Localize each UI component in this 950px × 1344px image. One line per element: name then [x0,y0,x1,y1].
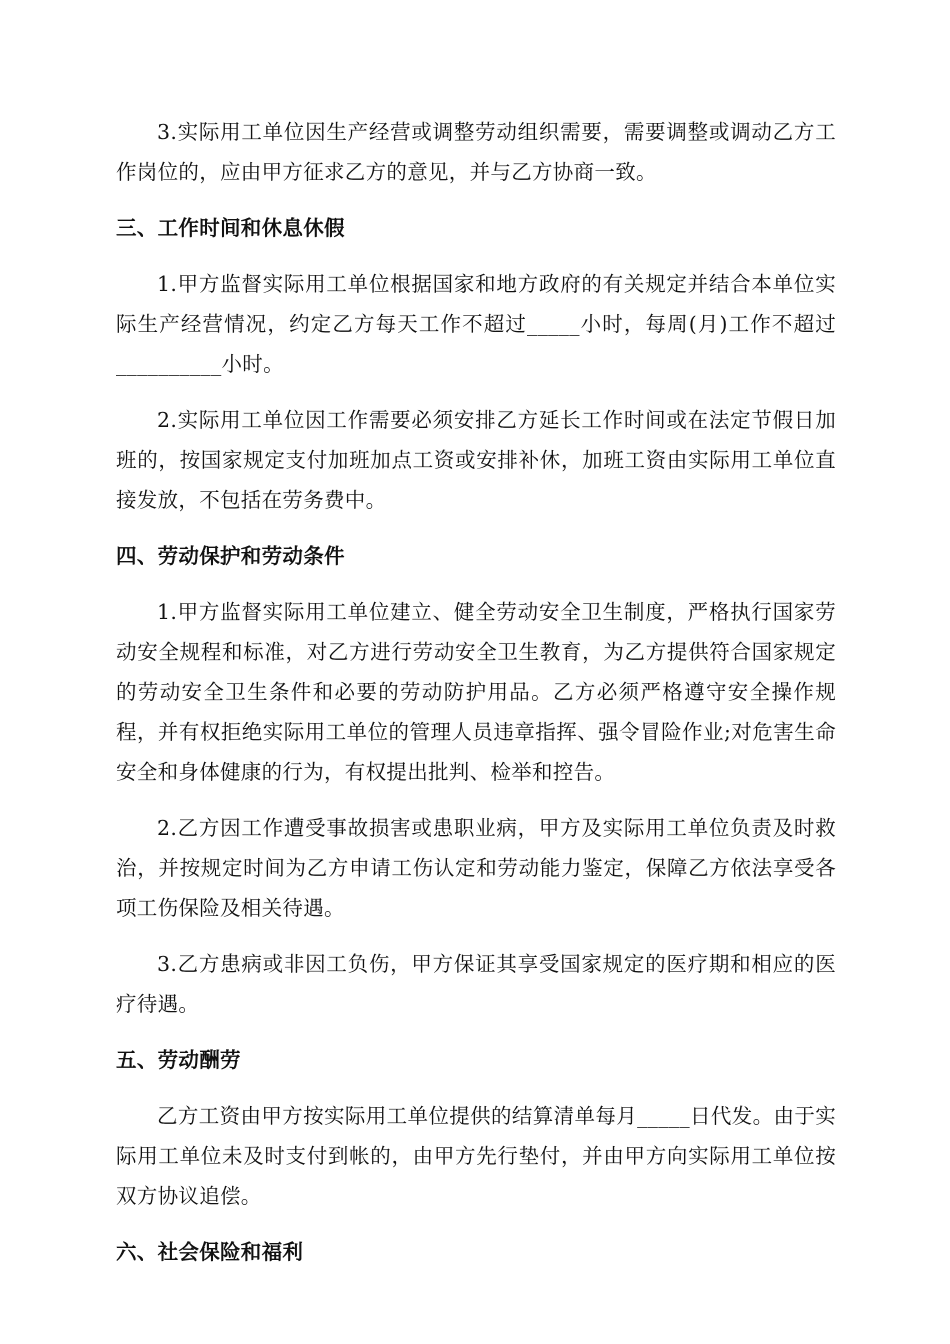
paragraph-working-hours-limit: 1.甲方监督实际用工单位根据国家和地方政府的有关规定并结合本单位实际生产经营情况，约定乙方每天工作不超过_____小时，每周(月)工作不超过__________小时。 [116,272,836,376]
section-heading-social-insurance: 六、社会保险和福利 [116,1240,304,1264]
paragraph-safety-rules: 1.甲方监督实际用工单位建立、健全劳动安全卫生制度，严格执行国家劳动安全规程和标准，对乙方进行劳动安全卫生教育，为乙方提供符合国家规定的劳动安全卫生条件和必要的劳动防护用品。乙方必须严格遵守安全操作规程，并有权拒绝实际用工单位的管理人员违章指挥、强令冒险作业;对危害生命安全和身体健康的行为，有权提出批判、检举和控告。 [116,600,836,784]
paragraph-illness: 3.乙方患病或非因工负伤，甲方保证其享受国家规定的医疗期和相应的医疗待遇。 [116,952,836,1016]
document-page [116,112,836,1288]
paragraph-job-adjustment: 3.实际用工单位因生产经营或调整劳动组织需要，需要调整或调动乙方工作岗位的，应由甲方征求乙方的意见，并与乙方协商一致。 [116,120,836,184]
paragraph-overtime: 2.实际用工单位因工作需要必须安排乙方延长工作时间或在法定节假日加班的，按国家规定支付加班加点工资或安排补休，加班工资由实际用工单位直接发放，不包括在劳务费中。 [116,408,836,512]
paragraph-wages: 乙方工资由甲方按实际用工单位提供的结算清单每月_____日代发。由于实际用工单位未及时支付到帐的，由甲方先行垫付，并由甲方向实际用工单位按双方协议追偿。 [116,1104,836,1208]
section-heading-labor-protection: 四、劳动保护和劳动条件 [116,544,345,568]
section-heading-working-hours: 三、工作时间和休息休假 [116,216,345,240]
section-heading-remuneration: 五、劳动酬劳 [116,1048,241,1072]
paragraph-work-injury: 2.乙方因工作遭受事故损害或患职业病，甲方及实际用工单位负责及时救治，并按规定时间为乙方申请工伤认定和劳动能力鉴定，保障乙方依法享受各项工伤保险及相关待遇。 [116,816,836,920]
